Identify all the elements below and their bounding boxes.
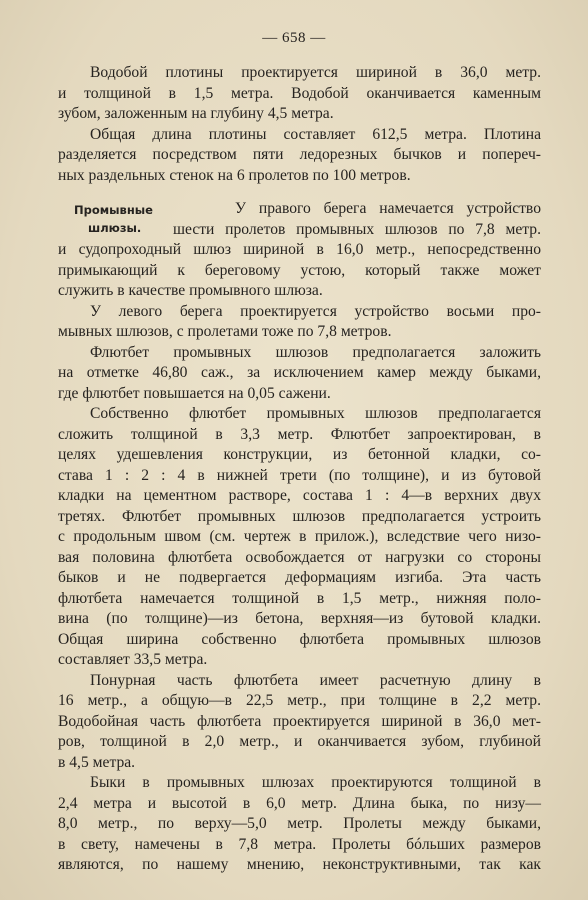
- margin-heading-line: Промывные: [74, 203, 153, 217]
- text-line: 16 метр., а общую—в 22,5 метр., при толщине в 2,2 метр.: [58, 692, 541, 709]
- text-line: 8,0 метр., по верху—5,0 метр. Пролеты между быками,: [58, 815, 541, 832]
- text-line: служить в качестве промывного шлюза.: [58, 282, 323, 299]
- paragraph-block-dam: [58, 63, 541, 186]
- text-line: Общая ширина собственно флютбета промывных шлюзов: [58, 630, 541, 648]
- paragraph-block-sluices: [58, 199, 541, 876]
- text-line: целях удешевления конструкции, из бетонной кладки, со-: [58, 446, 541, 463]
- text-line: флютбета намечается толщиной в 1,5 метр., нижняя поло-: [58, 589, 541, 607]
- text-line: ров, толщиной в 2,0 метр., и оканчивается зубом, глубиной: [58, 733, 541, 750]
- text-line: составляет 33,5 метра.: [58, 651, 208, 668]
- text-line: Общая длина плотины составляет 612,5 метра. Плотина: [90, 125, 541, 143]
- text-line: Быки в промывных шлюзах проектируются толщиной в: [90, 774, 541, 791]
- text-line: ных раздельных стенок на 6 пролетов по 100 метров.: [58, 166, 411, 184]
- text-line: где флютбет повышается на 0,05 сажени.: [58, 384, 331, 402]
- text-line: быков и не подвергается деформациям изгиба. Эта часть: [58, 569, 541, 586]
- text-line: в свету, намечены в 7,8 метра. Пролеты бóльших размеров: [58, 835, 541, 853]
- text-line: разделяется посредством пяти ледорезных бычков и попереч-: [58, 146, 541, 163]
- text-line: У правого берега намечается устройство: [235, 200, 541, 217]
- text-line: Водобойная часть флютбета проектируется шириной в 36,0 мет-: [58, 712, 541, 730]
- text-line: в 4,5 метра.: [58, 753, 136, 771]
- text-line: У левого берега проектируется устройство восьми про-: [90, 302, 541, 320]
- text-line: става 1 : 2 : 4 в нижней трети (по толщине), и из бутовой: [58, 466, 541, 484]
- text-line: и толщиной в 1,5 метра. Водобой оканчивается каменным: [58, 84, 541, 102]
- text-line: Флютбет промывных шлюзов предполагается заложить: [90, 343, 541, 361]
- text-line: на отметке 46,80 саж., за исключением камер между быками,: [58, 364, 541, 381]
- text-line: вина (по толщине)—из бетона, верхняя—из бутовой кладки.: [58, 610, 541, 627]
- text-line: Водобой плотины проектируется шириной в 36,0 метр.: [90, 64, 541, 81]
- text-line: третях. Флютбет промывных шлюзов предполагается устроить: [58, 507, 541, 525]
- text-line: 2,4 метра и высотой в 6,0 метр. Длина быка, по низу—: [58, 794, 541, 812]
- text-line: кладки на цементном растворе, состава 1 : 4—в верхних двух: [58, 487, 541, 504]
- text-line: являются, по нашему мнению, неконструктивными, так как: [58, 856, 541, 873]
- margin-heading-line: шлюзы.: [88, 221, 142, 235]
- text-line: примыкающий к береговому устою, который также может: [58, 261, 541, 279]
- text-line: вая половина флютбета освобождается от нагрузки со стороны: [58, 548, 541, 566]
- text-line: Понурная часть флютбета имеет расчетную длину в: [90, 671, 541, 689]
- text-line: Собственно флютбет промывных шлюзов предполагается: [90, 405, 541, 422]
- text-line: шести пролетов промывных шлюзов по 7,8 метр.: [173, 220, 541, 238]
- text-line: с продольным швом (см. чертеж в прилож.), вследствие чего низо-: [58, 528, 541, 545]
- text-line: и судопроходный шлюз шириной в 16,0 метр., непосредственно: [58, 241, 541, 258]
- page-number: — 658 —: [262, 30, 326, 46]
- text-line: мывных шлюзов, с пролетами тоже по 7,8 метров.: [58, 323, 392, 340]
- text-line: сложить толщиной в 3,3 метр. Флютбет запроектирован, в: [58, 425, 541, 443]
- text-line: зубом, заложенным на глубину 4,5 метра.: [58, 105, 334, 122]
